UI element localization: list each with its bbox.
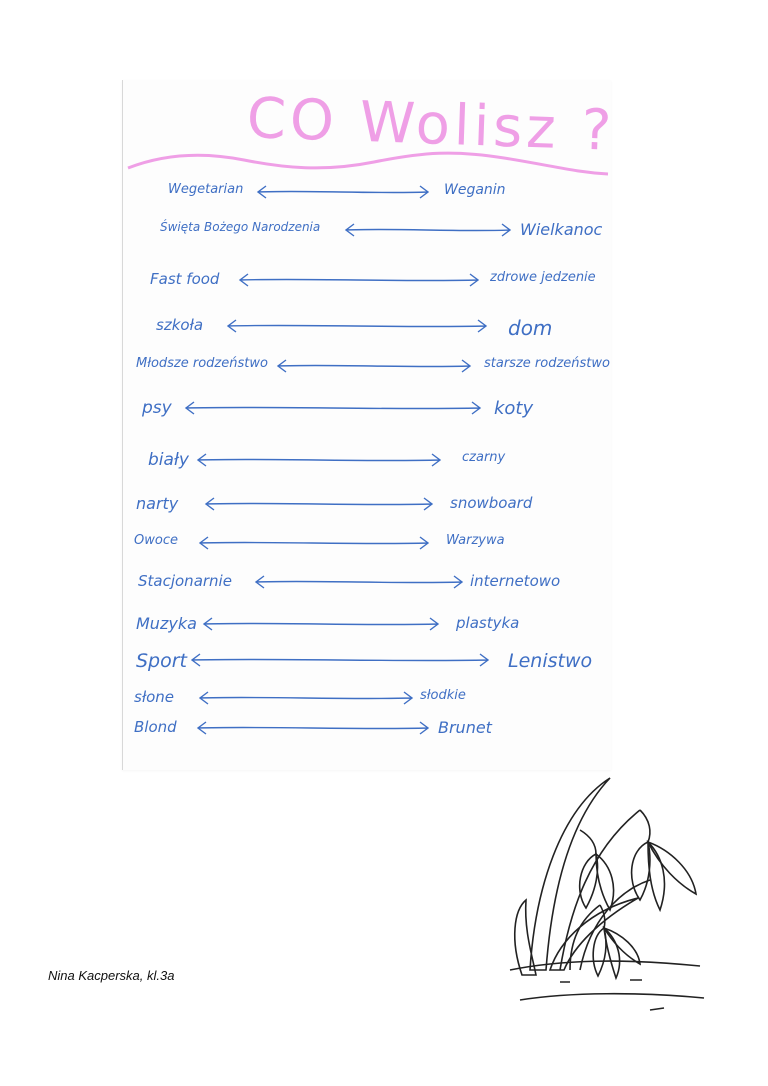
option-left: biały [148,450,189,470]
option-left: Fast food [150,270,220,288]
option-left: szkoła [156,316,204,334]
double-arrow [204,494,434,514]
double-arrow [202,614,440,634]
choice-row [0,494,768,524]
option-left: Święta Bożego Narodzenia [160,220,321,234]
option-left: psy [142,398,172,418]
choice-row [0,614,768,644]
choice-row [0,316,768,346]
option-right: Lenistwo [508,650,593,672]
option-left: Sport [136,650,188,672]
choice-row [0,182,768,212]
choice-row [0,450,768,480]
option-left: słone [134,688,175,706]
option-left: Muzyka [136,614,197,633]
option-right: czarny [462,450,506,465]
option-right: internetowo [470,572,561,590]
choice-row [0,398,768,428]
option-right: Weganin [444,182,506,198]
option-right: Brunet [438,718,492,737]
option-right: starsze rodzeństwo [484,356,610,371]
option-right: Wielkanoc [520,220,603,239]
double-arrow [198,533,430,553]
double-arrow [226,316,488,336]
choice-row [0,356,768,386]
option-right: koty [494,398,534,419]
choice-row [0,688,768,718]
option-left: narty [136,494,179,513]
option-right: zdrowe jedzenie [490,270,596,285]
double-arrow [256,182,430,202]
option-right: słodkie [420,688,466,703]
double-arrow [238,270,480,290]
choice-row [0,572,768,602]
choice-row [0,533,768,563]
double-arrow [196,450,442,470]
option-left: Wegetarian [168,182,244,197]
snowdrop-illustration [500,770,710,1030]
double-arrow [276,356,472,376]
option-right: dom [508,316,553,340]
double-arrow [254,572,464,592]
double-arrow [198,688,414,708]
double-arrow [190,650,490,670]
option-right: Warzywa [446,533,505,548]
option-right: snowboard [450,494,533,512]
page-title: CO Wolisz ? [245,86,617,164]
choice-row [0,718,768,748]
option-left: Młodsze rodzeństwo [136,356,268,371]
option-left: Stacjonarnie [138,572,232,590]
choice-row [0,650,768,680]
option-right: plastyka [456,614,520,632]
option-left: Blond [134,718,177,736]
double-arrow [184,398,482,418]
double-arrow [344,220,512,240]
choice-row [0,270,768,300]
author-caption: Nina Kacperska, kl.3a [48,968,175,983]
option-left: Owoce [134,533,178,548]
double-arrow [196,718,430,738]
choice-row [0,220,768,250]
